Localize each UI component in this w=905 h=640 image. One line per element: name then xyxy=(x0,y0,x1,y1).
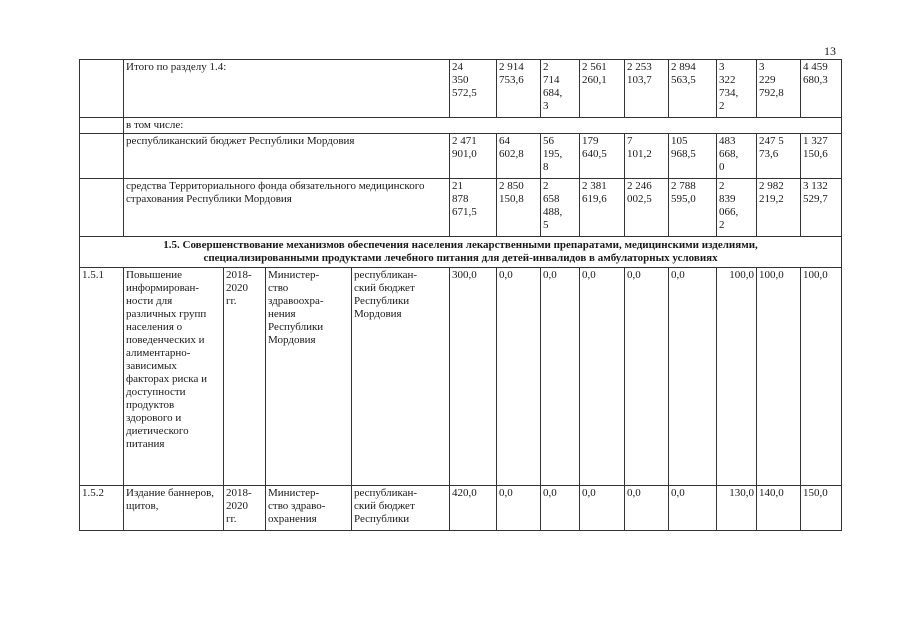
row-label: республиканский бюджет Республики Мордовия xyxy=(124,134,450,179)
value-2020: 3 132 529,7 xyxy=(801,179,842,237)
item-period: 2018- 2020 гг. xyxy=(224,268,266,486)
item-source: республикан- ский бюджет Республики xyxy=(352,486,450,531)
value-2013: 0,0 xyxy=(497,486,541,531)
value-2020: 100,0 xyxy=(801,268,842,486)
value-2015: 2 381 619,6 xyxy=(580,179,625,237)
value-2014: 0,0 xyxy=(541,486,580,531)
value-2016: 0,0 xyxy=(625,486,669,531)
budget-table xyxy=(79,59,842,531)
value-2018: 130,0 xyxy=(717,486,757,531)
value-2015: 2 561 260,1 xyxy=(580,60,625,118)
value-total: 2 471 901,0 xyxy=(450,134,497,179)
row-number-cell xyxy=(80,60,124,118)
value-2020: 4 459 680,3 xyxy=(801,60,842,118)
value-2016: 7 101,2 xyxy=(625,134,669,179)
table-row-republic-budget xyxy=(80,134,842,179)
value-2016: 0,0 xyxy=(625,268,669,486)
row-label: Итого по разделу 1.4: xyxy=(124,60,450,118)
item-source: республикан- ский бюджет Республики Мордовия xyxy=(352,268,450,486)
item-name: Повышение информирован-ности для различных групп населения о поведенческих и алиментарно-зависимых факторах риска и доступности продуктов здорового и диетического питания xyxy=(124,268,224,486)
row-label: средства Территориального фонда обязательного медицинского страхования Республики Мордовия xyxy=(124,179,450,237)
value-2017: 2 894 563,5 xyxy=(669,60,717,118)
item-name: Издание баннеров, щитов, xyxy=(124,486,224,531)
value-2019: 247 5 73,6 xyxy=(757,134,801,179)
value-2015: 0,0 xyxy=(580,268,625,486)
value-2018: 2 839 066, 2 xyxy=(717,179,757,237)
table-row-1-5-2 xyxy=(80,486,842,531)
value-2019: 100,0 xyxy=(757,268,801,486)
value-2017: 0,0 xyxy=(669,486,717,531)
value-2019: 2 982 219,2 xyxy=(757,179,801,237)
value-2017: 2 788 595,0 xyxy=(669,179,717,237)
value-2013: 64 602,8 xyxy=(497,134,541,179)
section-heading: 1.5. Совершенствование механизмов обеспечения населения лекарственными препаратами, медицинскими изделиями, специализированными продуктами лечебного питания для детей-инвалидов в амбулаторных условиях xyxy=(80,237,842,268)
value-2018: 483 668, 0 xyxy=(717,134,757,179)
value-total: 21 878 671,5 xyxy=(450,179,497,237)
item-executor: Министер- ство здравоохра- нения Республики Мордовия xyxy=(266,268,352,486)
value-2014: 2 714 684, 3 xyxy=(541,60,580,118)
row-label: в том числе: xyxy=(124,118,842,134)
table-row-including xyxy=(80,118,842,134)
item-number: 1.5.1 xyxy=(80,268,124,486)
value-2019: 140,0 xyxy=(757,486,801,531)
value-2014: 0,0 xyxy=(541,268,580,486)
value-2016: 2 246 002,5 xyxy=(625,179,669,237)
table-row-1-5-1 xyxy=(80,268,842,486)
page-number: 13 xyxy=(824,44,836,58)
row-number-cell xyxy=(80,134,124,179)
value-2015: 0,0 xyxy=(580,486,625,531)
value-2013: 2 914 753,6 xyxy=(497,60,541,118)
value-2015: 179 640,5 xyxy=(580,134,625,179)
value-2014: 56 195, 8 xyxy=(541,134,580,179)
value-total: 24 350 572,5 xyxy=(450,60,497,118)
item-period: 2018- 2020 гг. xyxy=(224,486,266,531)
table-row-total xyxy=(80,60,842,118)
value-2014: 2 658 488, 5 xyxy=(541,179,580,237)
value-2017: 105 968,5 xyxy=(669,134,717,179)
value-2017: 0,0 xyxy=(669,268,717,486)
value-2013: 2 850 150,8 xyxy=(497,179,541,237)
value-2013: 0,0 xyxy=(497,268,541,486)
value-2019: 3 229 792,8 xyxy=(757,60,801,118)
value-2016: 2 253 103,7 xyxy=(625,60,669,118)
value-2018: 3 322 734, 2 xyxy=(717,60,757,118)
row-number-cell xyxy=(80,118,124,134)
table-row-section-heading xyxy=(80,237,842,268)
value-2020: 1 327 150,6 xyxy=(801,134,842,179)
value-2020: 150,0 xyxy=(801,486,842,531)
table-row-insurance-fund xyxy=(80,179,842,237)
value-total: 420,0 xyxy=(450,486,497,531)
item-number: 1.5.2 xyxy=(80,486,124,531)
value-2018: 100,0 xyxy=(717,268,757,486)
value-total: 300,0 xyxy=(450,268,497,486)
item-executor: Министер- ство здраво- охранения xyxy=(266,486,352,531)
row-number-cell xyxy=(80,179,124,237)
